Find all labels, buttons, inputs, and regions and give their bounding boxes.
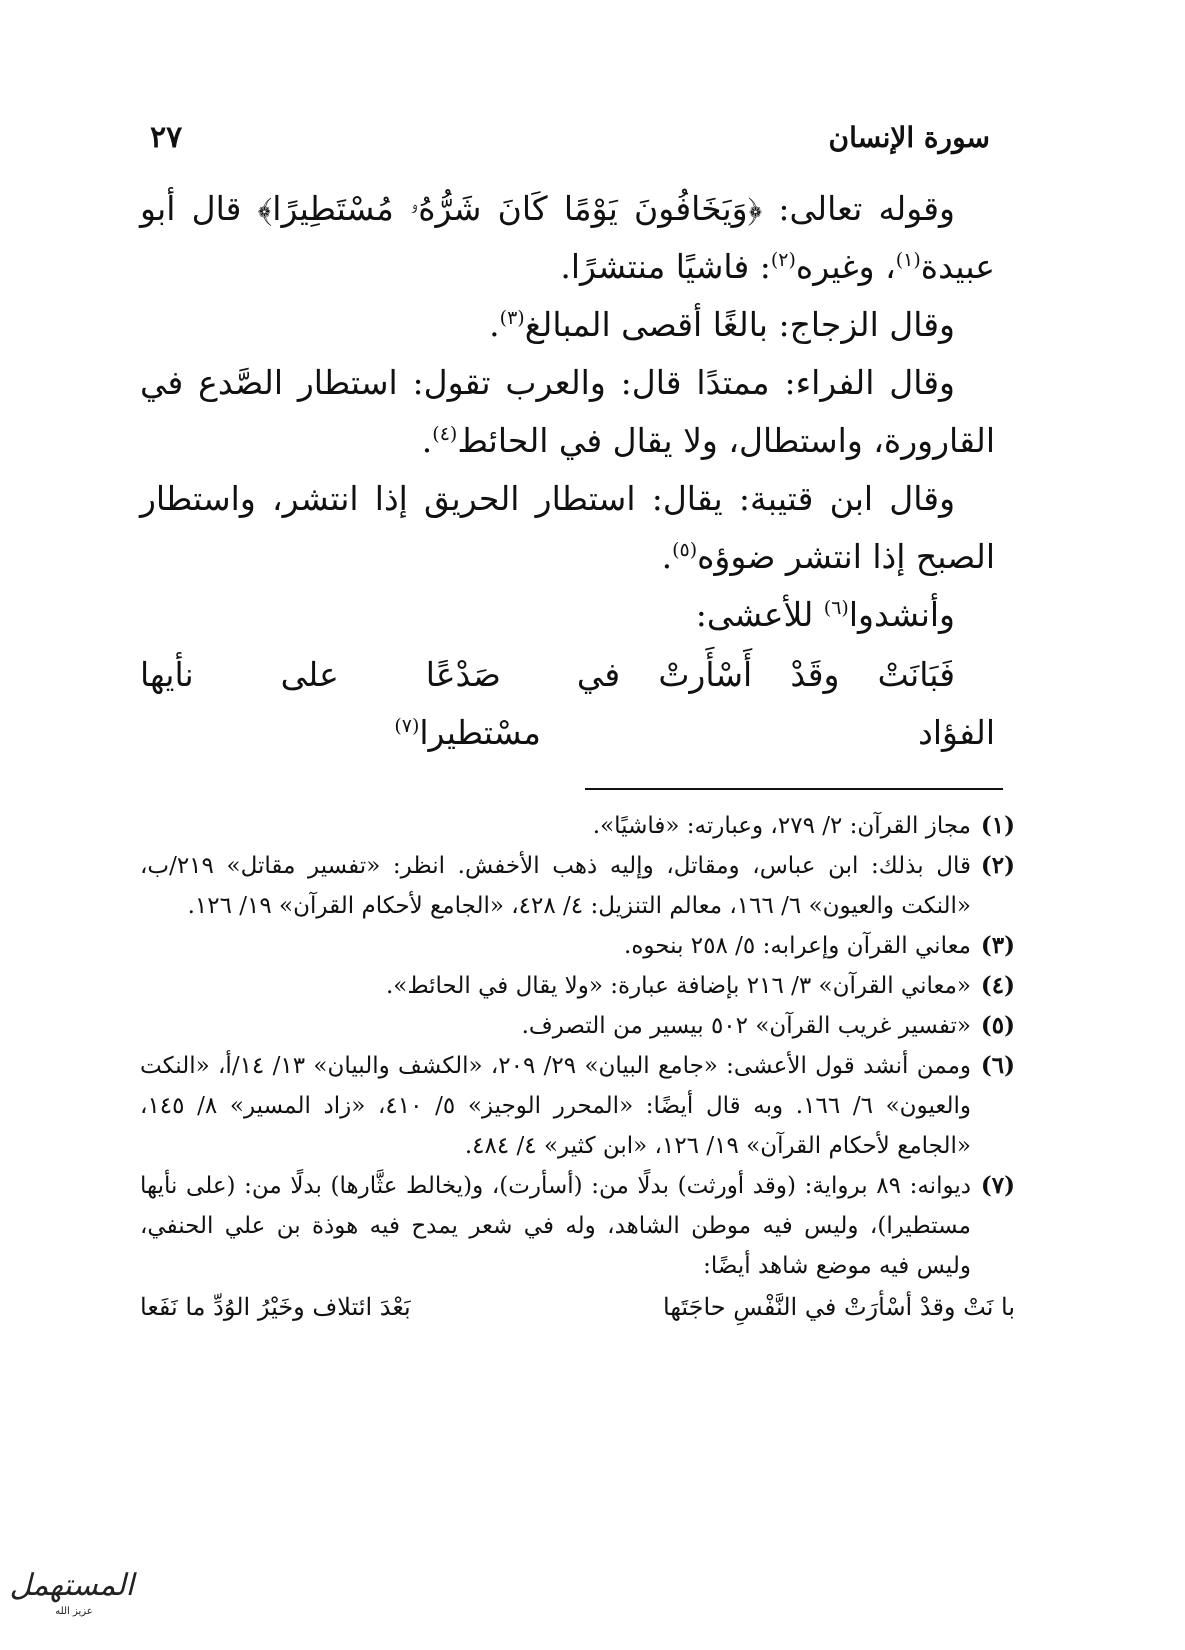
footnote-number: (٥) [980,1012,1015,1039]
footnote-text: معاني القرآن وإعرابه: ٥/ ٢٥٨ بنحوه. [624,933,971,959]
paragraph-5-text: وأنشدوا [848,595,955,634]
paragraph-4-end: . [661,537,673,576]
page-header [150,112,990,162]
footnote-1 [140,806,1015,846]
footnote-ref-5: (٥) [672,539,698,561]
paragraph-5 [140,586,995,644]
paragraph-4-text: وقال ابن قتيبة: يقال: استطار الحريق إذا انتشر، واستطار الصبح إذا انتشر ضوؤه [140,479,995,576]
footnote-number: (٢) [980,852,1015,879]
footnote-divider [585,788,1003,790]
footnote-number: (٤) [980,972,1015,999]
stamp-sub-text: عزيز الله [55,1606,93,1617]
footnote-text: وممن أنشد قول الأعشى: «جامع البيان» ٢٩/ ٢٠٩، «الكشف والبيان» ١٣/ ١٤/أ، «النكت والعيون» ٦/ ١٦٦. وبه قال أيضًا: «المحرر الوجيز» ٥/ ٤١٠، «زاد المسير» ٨/ ١٤٥، «الجامع لأحكام القرآن» ١٩/ ١٢٦، «ابن كثير» ٤/ ٤٨٤. [140,1053,971,1159]
footnote-number: (٧) [980,1172,1015,1199]
paragraph-1-comma: ، [885,247,896,286]
footnote-3 [140,926,1015,966]
footnote-4 [140,966,1015,1006]
paragraph-2-end: . [489,305,500,344]
verse-second-hemistich-text: صَدْعًا على نأيها مسْتطيرا [140,655,541,752]
paragraph-2-text: وقال الزجاج: بالغًا أقصى المبالغ [524,305,955,344]
paragraph-1-text-3: : فاشيًا منتشرًا. [560,247,771,286]
surah-title: سورة الإنسان [828,120,990,154]
paragraph-2 [140,296,995,354]
footnote-ref-7: (٧) [394,715,420,737]
footnote-text: قال بذلك: ابن عباس، ومقاتل، وإليه ذهب الأخفش. انظر: «تفسير مقاتل» ٢١٩/ب، «النكت والعيون» ٦/ ١٦٦، معالم التنزيل: ٤/ ٤٢٨، «الجامع لأحكام القرآن» ١٩/ ١٢٦. [140,853,971,919]
main-text [140,180,995,762]
footnote-5 [140,1006,1015,1046]
library-stamp-logo [9,1566,134,1636]
footnote-number: (١) [980,812,1015,839]
footnote-ref-2: (٢) [770,249,796,271]
verse-second-hemistich [140,646,541,762]
footnote-text: «معاني القرآن» ٣/ ٢١٦ بإضافة عبارة: «ولا يقال في الحائط». [385,973,971,999]
paragraph-5-text-2: للأعشى: [695,595,824,634]
footnotes [140,806,1015,1328]
footnote-text: مجاز القرآن: ٢/ ٢٧٩، وعبارته: «فاشيًا». [592,813,971,839]
paragraph-1 [140,180,995,296]
paragraph-4 [140,470,995,586]
paragraph-3-end: . [421,421,433,460]
verse-line [140,646,995,762]
footnote-ref-3: (٣) [499,307,525,329]
paragraph-3 [140,354,995,470]
footnote-6 [140,1046,1015,1166]
paragraph-3-text: وقال الفراء: ممتدًا قال: والعرب تقول: استطار الصَّدع في القارورة، واستطال، ولا يقال في الحائط [140,363,995,460]
footnote-ref-6: (٦) [823,597,849,619]
footnote-ref-4: (٤) [432,423,458,445]
stamp-main-text: المستهمل [9,1568,134,1603]
footnote-text: «تفسير غريب القرآن» ٥٠٢ بيسير من التصرف. [521,1013,971,1039]
paragraph-1-text: وقوله تعالى: ﴿وَيَخَافُونَ يَوْمًا كَانَ شَرُّهُۥ مُسْتَطِيرًا﴾ قال أبو عبيدة [140,189,995,286]
paragraph-1-text-2: وغيره [795,247,875,286]
footnote-7 [140,1166,1015,1286]
verse-first-hemistich: فَبَانَتْ وقَدْ أَسْأَرتْ في الفؤاد [576,655,995,752]
footnote-poem-line [140,1286,1015,1328]
footnote-ref-1: (١) [895,249,921,271]
page-number: ٢٧ [150,119,183,155]
footnote-number: (٣) [980,932,1015,959]
poem-second-hemistich: بَعْدَ ائتلاف وخَيْرُ الوُدِّ ما نَفَعا [140,1293,411,1321]
footnote-number: (٦) [980,1052,1015,1079]
poem-first-hemistich: با نَتْ وقدْ أسْأرَتْ في النَّفْسِ حاجَتَها [663,1293,1015,1321]
footnote-text: ديوانه: ٨٩ برواية: (وقد أورثت) بدلًا من: (أسأرت)، و(يخالط عثَّارها) بدلًا من: (على نأيها مستطيرا)، وليس فيه موطن الشاهد، وله في شعر يمدح فيه هوذة بن علي الحنفي، وليس فيه موضع شاهد أيضًا: [140,1173,971,1279]
footnote-2 [140,846,1015,926]
